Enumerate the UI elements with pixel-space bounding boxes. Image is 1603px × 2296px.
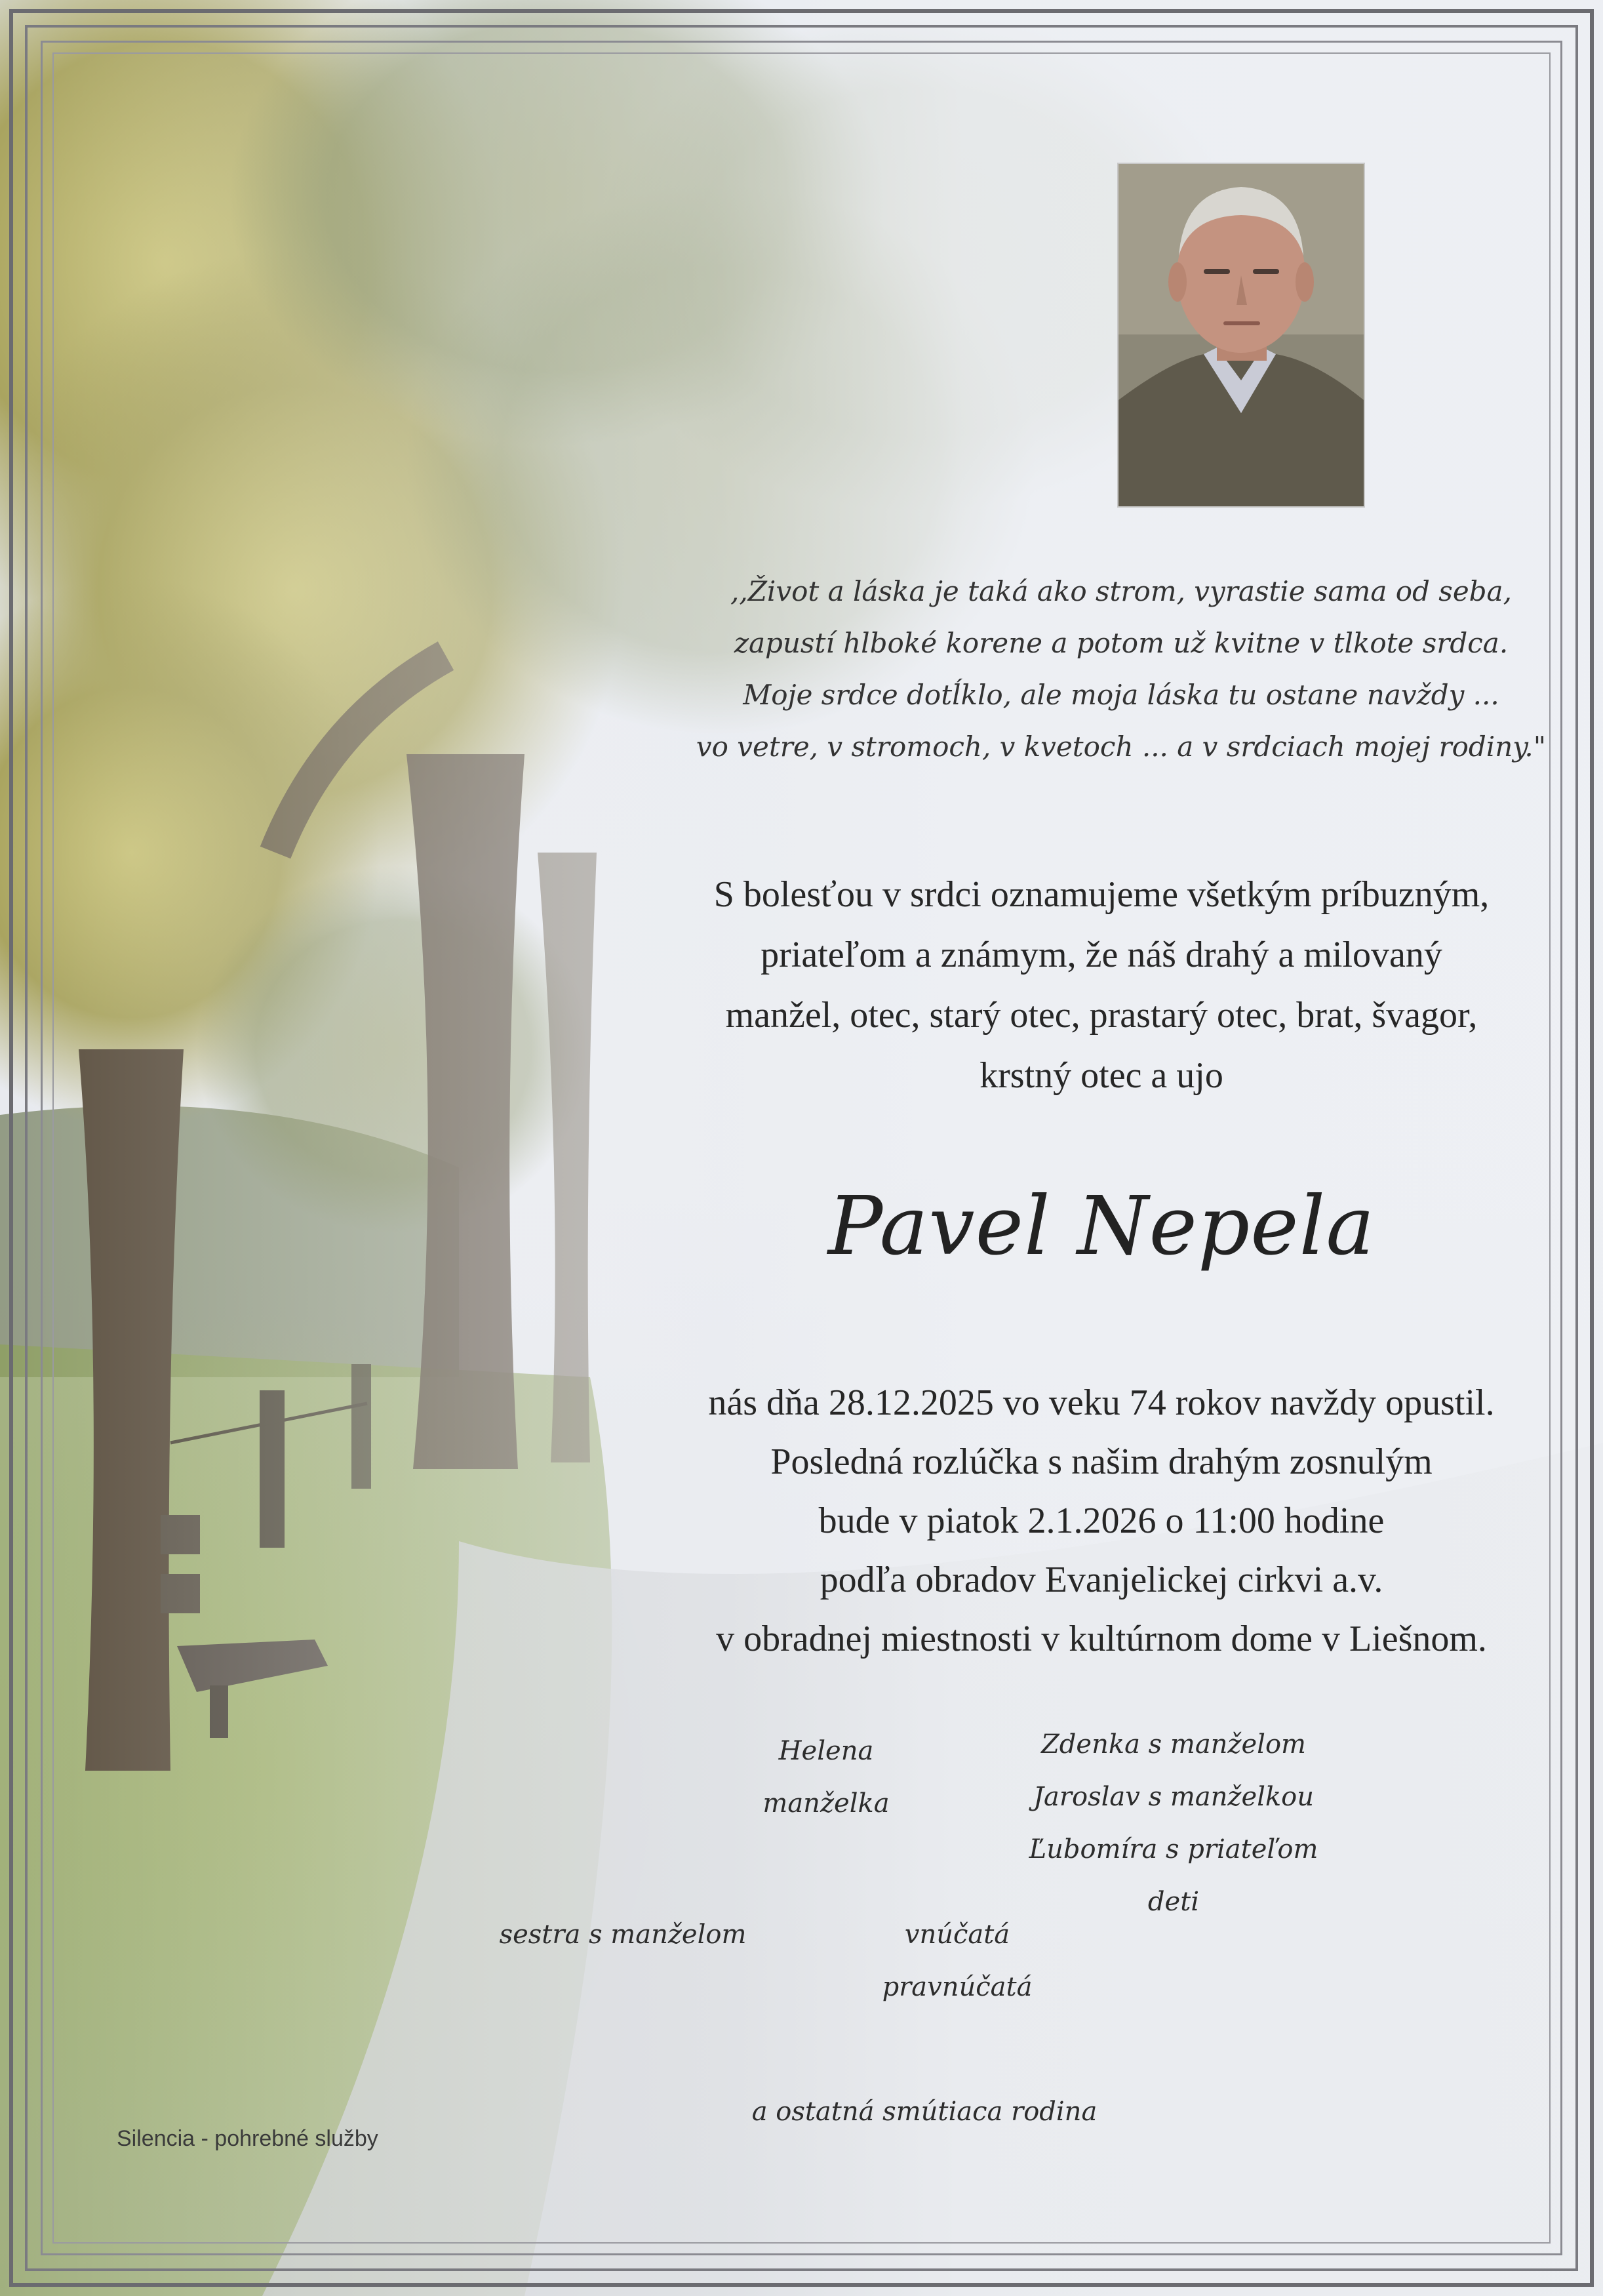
signature-line: Helena [778, 1736, 874, 1766]
announcement-line: S bolesťou v srdci oznamujeme všetkým príbuzným, [713, 874, 1490, 915]
announcement [577, 864, 1603, 1106]
signature-line: manželka [762, 1788, 890, 1819]
announcement-line: manžel, otec, starý otec, prastarý otec, brat, švagor, [725, 995, 1478, 1036]
signature-line: Jaroslav s manželkou [1033, 1782, 1314, 1812]
portrait-photo [1118, 164, 1364, 506]
announcement-line: priateľom a známym, že náš drahý a milovaný [761, 935, 1442, 975]
details-line: Posledná rozlúčka s našim drahým zosnulým [770, 1441, 1433, 1482]
details-line: podľa obradov Evanjelickej cirkvi a.v. [820, 1560, 1383, 1600]
signature-line: deti [1147, 1887, 1200, 1917]
portrait-illustration [1118, 164, 1364, 506]
signature-line: sestra s manželom [499, 1920, 747, 1950]
announcement-line: krstný otec a ujo [980, 1055, 1223, 1096]
quote-line: ,,Život a láska je taká ako strom, vyrastie sama od seba, [730, 575, 1512, 607]
signature-line: Ľubomíra s priateľom [1029, 1834, 1318, 1864]
quote-line: Moje srdce dotĺklo, ale moja láska tu ostane navždy ... [743, 679, 1499, 711]
details-line: nás dňa 28.12.2025 vo veku 74 rokov navždy opustil. [708, 1382, 1495, 1423]
signature-rest-of-family [728, 2085, 1121, 2138]
signature-children [1010, 1718, 1337, 1928]
deceased-name: Pavel Nepela [827, 1179, 1375, 1274]
funeral-details [577, 1373, 1603, 1668]
details-line: v obradnej miestnosti v kultúrnom dome v Liešnom. [716, 1619, 1487, 1659]
signature-sister [459, 1908, 787, 1961]
signature-line: pravnúčatá [882, 1972, 1033, 2002]
signature-line: vnúčatá [904, 1920, 1010, 1950]
quote [656, 565, 1587, 773]
quote-line: zapustí hlboké korene a potom už kvitne v tlkote srdca. [734, 627, 1509, 659]
signature-line: a ostatná smútiaca rodina [751, 2097, 1098, 2127]
signature-grandchildren [826, 1908, 1088, 2013]
quote-line: vo vetre, v stromoch, v kvetoch ... a v srdciach mojej rodiny." [696, 731, 1547, 763]
funeral-service-brand: Silencia - pohrebné služby [117, 2126, 378, 2151]
signature-line: Zdenka s manželom [1041, 1729, 1306, 1760]
details-line: bude v piatok 2.1.2026 o 11:00 hodine [818, 1500, 1385, 1541]
signature-wife [728, 1725, 924, 1830]
